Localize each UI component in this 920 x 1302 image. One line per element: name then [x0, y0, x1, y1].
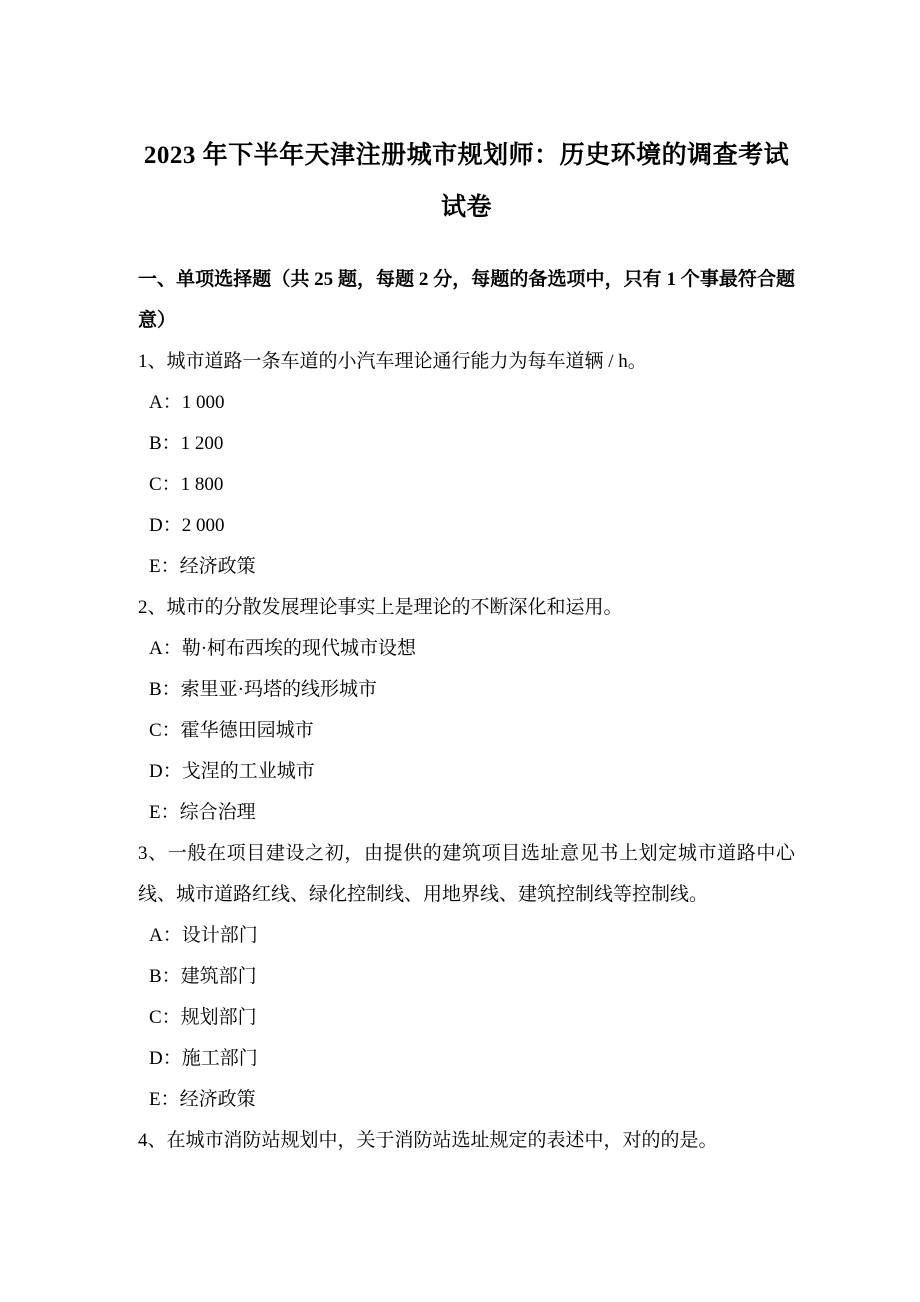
question-option: E：综合治理 — [149, 802, 256, 823]
question-option: C：1 800 — [149, 474, 224, 495]
question-option: A：勒·柯布西埃的现代城市设想 — [149, 638, 417, 659]
question-option: D：2 000 — [149, 515, 225, 536]
question-stem: 1、城市道路一条车道的小汽车理论通行能力为每车道辆 / h。 — [138, 351, 647, 372]
question-option: C：规划部门 — [149, 1007, 257, 1028]
question-option: E：经济政策 — [149, 556, 256, 577]
title-line-1: 2023 年下半年天津注册城市规划师：历史环境的调查考试 — [143, 142, 790, 169]
question-stem: 4、在城市消防站规划中，关于消防站选址规定的表述中，对的的是。 — [138, 1130, 718, 1151]
question-option: E：经济政策 — [149, 1089, 256, 1110]
question-option: C：霍华德田园城市 — [149, 720, 314, 741]
document-body — [138, 259, 795, 1161]
question-option: D：戈涅的工业城市 — [149, 761, 315, 782]
question-3 — [138, 833, 795, 1120]
question-option: A：1 000 — [149, 392, 225, 413]
question-option: B：1 200 — [149, 433, 224, 454]
question-1 — [138, 341, 795, 587]
question-option: D：施工部门 — [149, 1048, 258, 1069]
document-title — [138, 130, 795, 234]
question-stem: 2、城市的分散发展理论事实上是理论的不断深化和运用。 — [138, 597, 623, 618]
question-option: B：索里亚·玛塔的线形城市 — [149, 679, 378, 700]
question-option: B：建筑部门 — [149, 966, 257, 987]
title-line-2: 试卷 — [440, 194, 492, 221]
question-stem: 3、一般在项目建设之初，由提供的建筑项目选址意见书上划定城市道路中心线、城市道路红线、绿化控制线、用地界线、建筑控制线等控制线。 — [138, 843, 795, 905]
question-4 — [138, 1120, 795, 1161]
question-option: A：设计部门 — [149, 925, 258, 946]
question-2 — [138, 587, 795, 833]
section-heading: 一、单项选择题（共 25 题，每题 2 分，每题的备选项中，只有 1 个事最符合题意） — [138, 269, 795, 331]
